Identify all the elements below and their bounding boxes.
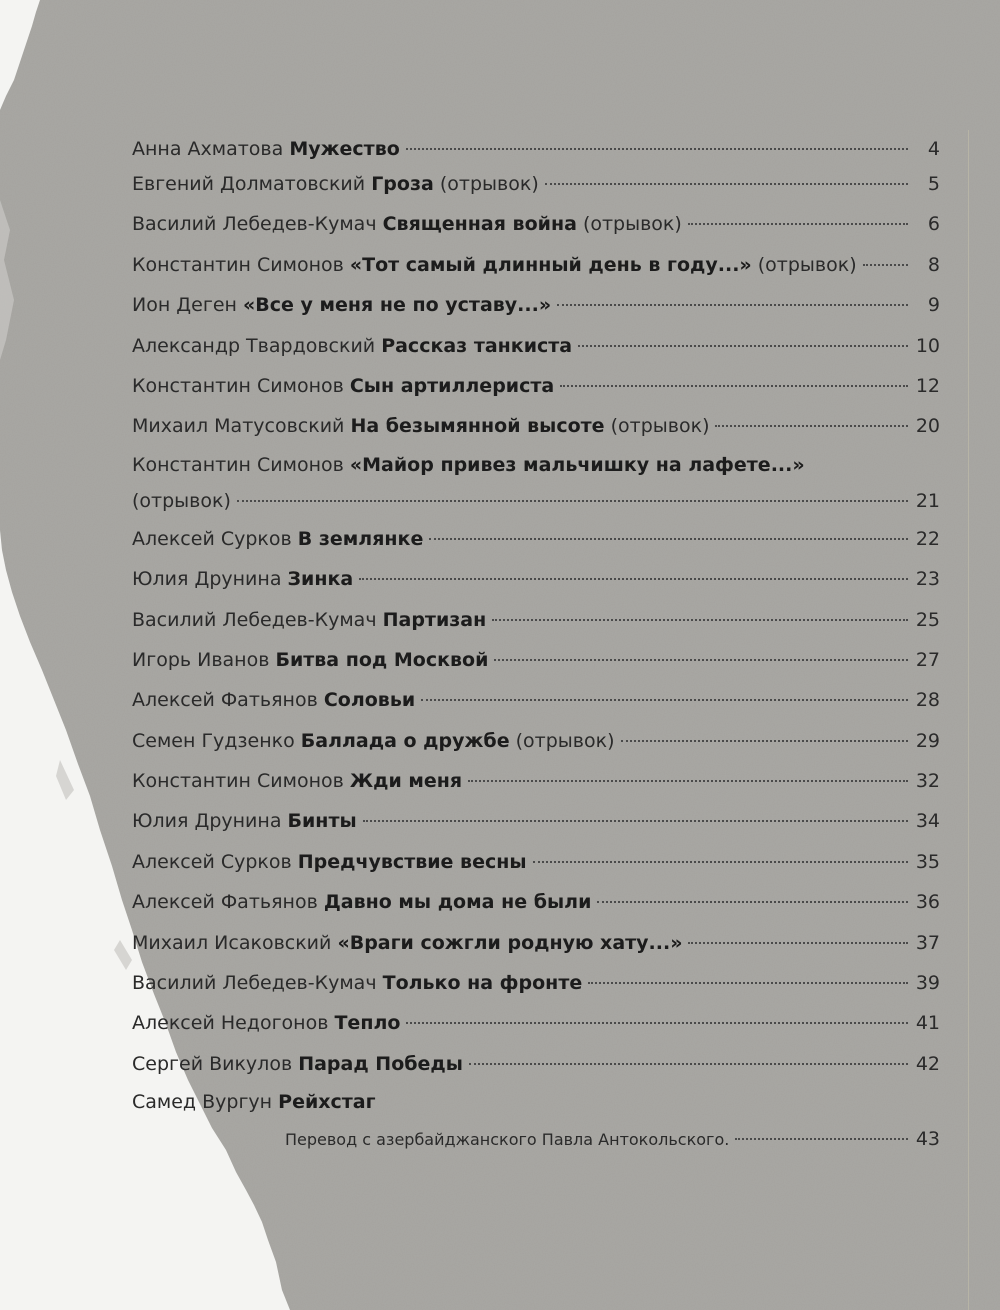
dot-leader [359, 578, 908, 580]
page-number: 41 [915, 1012, 940, 1035]
title: Рассказ танкиста [381, 334, 573, 357]
page-number: 20 [915, 415, 940, 438]
page-rule-line [968, 130, 969, 1310]
title: Бинты [287, 810, 357, 833]
toc-entry-3[interactable] [132, 204, 940, 244]
author: Алексей Фатьянов [132, 689, 318, 712]
title: Мужество [289, 138, 400, 160]
toc-entry-16[interactable] [132, 761, 940, 801]
dot-leader [688, 942, 908, 944]
dot-leader [429, 538, 908, 540]
page-number: 42 [915, 1052, 940, 1075]
toc-entry-24[interactable] [132, 1084, 940, 1120]
title: Рейхстаг [278, 1091, 376, 1114]
author: Константин Симонов [132, 374, 344, 397]
author: Алексей Недогонов [132, 1012, 329, 1035]
page-number: 8 [927, 253, 940, 276]
dot-leader [494, 659, 908, 661]
dot-leader [588, 982, 908, 984]
toc-entry-11[interactable] [132, 559, 940, 599]
dot-leader [715, 425, 908, 427]
page-number: 28 [915, 689, 940, 712]
page-number: 9 [927, 294, 940, 317]
toc-entry-15[interactable] [132, 721, 940, 761]
title: «Все у меня не по уставу...» [242, 294, 552, 317]
table-of-contents [132, 134, 940, 1158]
toc-entry-7[interactable] [132, 366, 940, 406]
page-number: 39 [915, 972, 940, 995]
page-number: 35 [915, 850, 940, 873]
author: Алексей Фатьянов [132, 891, 318, 914]
title: Соловьи [323, 689, 416, 712]
dot-leader [688, 223, 908, 225]
author: Константин Симонов [132, 770, 344, 793]
title: На безымянной высоте [350, 415, 605, 438]
translation-text: Перевод с азербайджанского Павла Антокольского. [285, 1130, 730, 1150]
title: Предчувствие весны [297, 850, 527, 873]
title: Гроза [371, 173, 434, 195]
dot-leader [578, 345, 908, 347]
page-number: 5 [927, 173, 940, 195]
page-number: 29 [915, 729, 940, 752]
author: Константин Симонов [132, 453, 344, 476]
page-number: 12 [915, 374, 940, 397]
title: Баллада о дружбе [300, 729, 510, 752]
note: (отрывок) [509, 729, 615, 752]
title: Партизан [382, 608, 487, 631]
dot-leader [406, 148, 908, 150]
dot-leader [560, 385, 908, 387]
title: Битва под Москвой [275, 648, 489, 671]
toc-entry-8[interactable] [132, 406, 940, 446]
author: Анна Ахматова [132, 138, 284, 160]
author: Василий Лебедев-Кумач [132, 608, 377, 631]
toc-entry-9[interactable] [132, 447, 940, 483]
page-number: 10 [915, 334, 940, 357]
author: Юлия Друнина [132, 568, 282, 591]
translation-credit[interactable] [132, 1120, 940, 1158]
toc-entry-12[interactable] [132, 600, 940, 640]
toc-entry-19[interactable] [132, 882, 940, 922]
toc-entry-4[interactable] [132, 245, 940, 285]
title: Зинка [287, 568, 354, 591]
page-number: 6 [927, 213, 940, 236]
author: Михаил Матусовский [132, 415, 345, 438]
author: Алексей Сурков [132, 850, 292, 873]
toc-entry-1[interactable] [132, 134, 940, 164]
toc-entry-17[interactable] [132, 801, 940, 841]
dot-leader [533, 861, 908, 863]
dot-leader [237, 500, 908, 502]
page-number: 37 [915, 931, 940, 954]
toc-entry-6[interactable] [132, 326, 940, 366]
toc-entry-10[interactable] [132, 519, 940, 559]
title: «Враги сожгли родную хату...» [337, 931, 683, 954]
dot-leader [621, 740, 909, 742]
toc-entry-2[interactable] [132, 164, 940, 204]
page-number: 32 [915, 770, 940, 793]
title: «Майор привез мальчишку на лафете...» [349, 453, 805, 476]
note: (отрывок) [132, 489, 231, 512]
title: Парад Победы [298, 1052, 463, 1075]
dot-leader [421, 699, 908, 701]
author: Александр Твардовский [132, 334, 376, 357]
dot-leader [597, 901, 908, 903]
author: Самед Вургун [132, 1091, 273, 1114]
title: «Тот самый длинный день в году...» [349, 253, 752, 276]
dot-leader [557, 304, 908, 306]
page-number: 23 [915, 568, 940, 591]
author: Евгений Долматовский [132, 173, 366, 195]
note: (отрывок) [433, 173, 539, 195]
toc-entry-9-continued[interactable] [132, 483, 940, 519]
title: Жди меня [349, 770, 463, 793]
toc-entry-13[interactable] [132, 640, 940, 680]
title: Священная война [382, 213, 577, 236]
dot-leader [363, 820, 908, 822]
page-number: 27 [915, 648, 940, 671]
author: Сергей Викулов [132, 1052, 293, 1075]
dot-leader [406, 1022, 908, 1024]
author: Константин Симонов [132, 253, 344, 276]
dot-leader [468, 780, 908, 782]
author: Игорь Иванов [132, 648, 270, 671]
page-number: 43 [915, 1128, 940, 1151]
page-number: 21 [915, 489, 940, 512]
author: Юлия Друнина [132, 810, 282, 833]
toc-entry-22[interactable] [132, 1003, 940, 1043]
note: (отрывок) [751, 253, 857, 276]
dot-leader [863, 264, 908, 266]
title: Давно мы дома не были [323, 891, 592, 914]
page-number: 22 [915, 527, 940, 550]
page-number: 4 [927, 138, 940, 160]
toc-entry-23[interactable] [132, 1044, 940, 1084]
note: (отрывок) [576, 213, 682, 236]
toc-entry-20[interactable] [132, 923, 940, 963]
note: (отрывок) [604, 415, 710, 438]
title: Только на фронте [382, 972, 583, 995]
toc-entry-14[interactable] [132, 680, 940, 720]
author: Алексей Сурков [132, 527, 292, 550]
page-number: 36 [915, 891, 940, 914]
toc-entry-5[interactable] [132, 285, 940, 325]
title: Тепло [334, 1012, 401, 1035]
author: Ион Деген [132, 294, 237, 317]
author: Михаил Исаковский [132, 931, 332, 954]
dot-leader [469, 1063, 908, 1065]
author: Семен Гудзенко [132, 729, 295, 752]
dot-leader [735, 1138, 908, 1140]
page-number: 34 [915, 810, 940, 833]
author: Василий Лебедев-Кумач [132, 213, 377, 236]
toc-entry-21[interactable] [132, 963, 940, 1003]
title: Сын артиллериста [349, 374, 555, 397]
dot-leader [492, 619, 908, 621]
author: Василий Лебедев-Кумач [132, 972, 377, 995]
toc-entry-18[interactable] [132, 842, 940, 882]
dot-leader [545, 183, 908, 185]
page-number: 25 [915, 608, 940, 631]
title: В землянке [297, 527, 424, 550]
